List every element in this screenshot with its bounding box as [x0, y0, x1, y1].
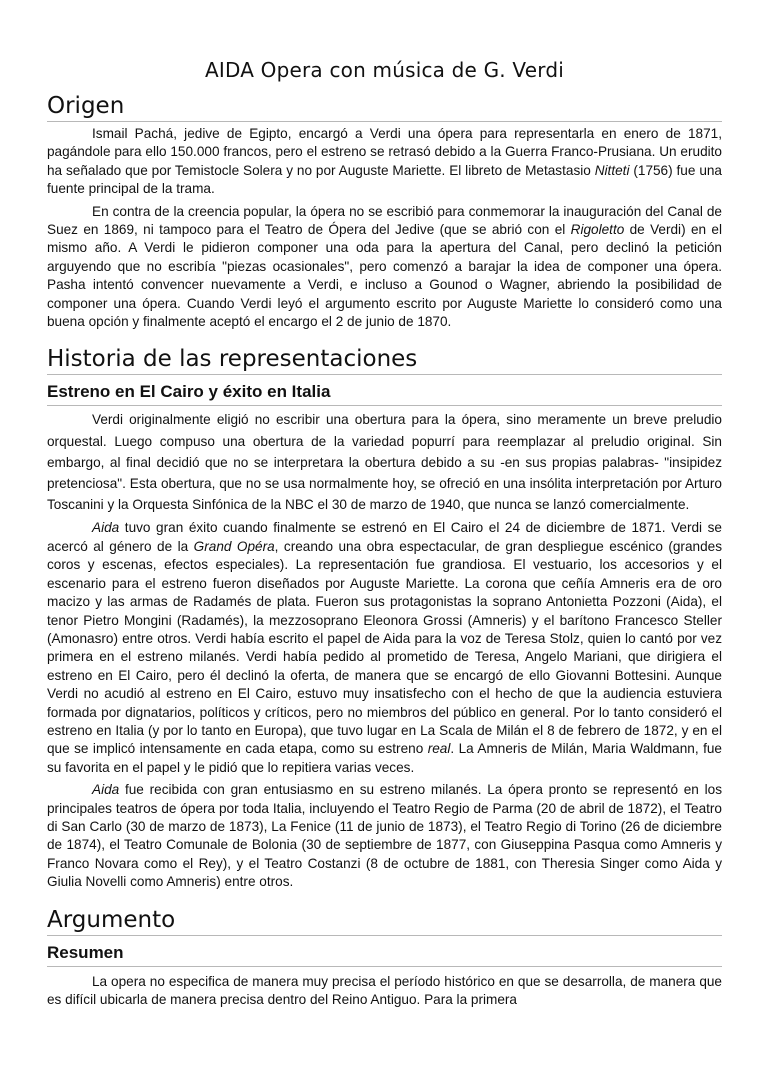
historia-paragraph-1: Verdi originalmente eligió no escribir una obertura para la ópera, sino meramente un breve preludio orquestal. Luego compuso una obertura de la variedad popurrí para reemplazar al preludio original. Sin embargo, al final decidió que no se interpretara la obertura debido a su -en sus propias palabras- "insipidez pretenciosa". Esta obertura, que no se usa normalmente hoy, se ofreció en una insólita interpretación por Arturo Toscanini y la Orquesta Sinfónica de la NBC el 30 de marzo de 1940, que nunca se lanzó comercialmente. [47, 412, 722, 513]
document-page [47, 58, 722, 1009]
origen-paragraph-1: Ismail Pachá, jedive de Egipto, encargó a Verdi una ópera para representarla en enero de 1871, pagándole para ello 150.000 francos, pero el estreno se retrasó debido a la Guerra Franco-Prusiana. Un erudito ha señalado que por Temistocle Solera y no por Auguste Mariette. El libreto de Metastasio Nitteti (1756) fue una fuente principal de la trama. [47, 126, 722, 197]
origen-paragraph-2: En contra de la creencia popular, la ópera no se escribió para conmemorar la inauguración del Canal de Suez en 1869, ni tampoco para el Teatro de Ópera del Jedive (que se abrió con el Rigoletto de Verdi) en el mismo año. A Verdi le pidieron componer una oda para la apertura del Canal, pero declinó la petición arguyendo que no escribía "piezas ocasionales", pero comenzó a barajar la idea de componer una ópera. Pasha intentó convencer nuevamente a Verdi, e incluso a Gounod o Wagner, abriendo la posibilidad de componer una ópera. Cuando Verdi leyó el argumento escrito por Auguste Mariette lo consideró como una buena opción y finalmente aceptó el encargo el 2 de junio de 1870. [47, 203, 722, 330]
subheading-resumen: Resumen [47, 942, 722, 967]
historia-paragraph-2: Aida tuvo gran éxito cuando finalmente se estrenó en El Cairo el 24 de diciembre de 1871. Verdi se acercó al género de la Grand Opéra, creando una obra espectacular, de gran despliegue escénico (grandes coros y escenas, efectos especiales). La representación fue grandiosa. El vestuario, los accesorios y el escenario para el estreno fueron diseñados por Auguste Mariette. La corona que ceñía Amneris era de oro macizo y las armas de Radamés de plata. Fueron sus protagonistas la soprano Antonietta Pozzoni (Aida), el tenor Pietro Mongini (Radamés), la mezzosoprano Eleonora Grossi (Amneris) y el barítono Francesco Steller (Amonasro) entre otros. Verdi había escrito el papel de Aida para la voz de Teresa Stolz, quien lo cantó por vez primera en el estreno milanés. Verdi había pedido al prometido de Teresa, Angelo Mariani, que dirigiera el estreno en El Cairo, pero él declinó la oferta, de manera que se encargó de ello Giovanni Bottesini. Aunque Verdi no acudió al estreno en El Cairo, estuvo muy insatisfecho con el hecho de que la audiencia estuviera formada por dignatarios, políticos y críticos, pero no miembros del público en general. Por lo tanto consideró el estreno en Italia (y por lo tanto en Europa), que tuvo lugar en La Scala de Milán el 8 de febrero de 1872, y en el que se implicó intensamente en cada etapa, como su estreno real. La Amneris de Milán, Maria Waldmann, fue su favorita en el papel y le pidió que lo repitiera varias veces. [47, 520, 722, 775]
document-title: AIDA Opera con música de G. Verdi [205, 58, 564, 82]
subheading-estreno: Estreno en El Cairo y éxito en Italia [47, 381, 722, 406]
heading-origen: Origen [47, 92, 722, 122]
heading-historia: Historia de las representaciones [47, 345, 722, 375]
historia-paragraph-3: Aida fue recibida con gran entusiasmo en su estreno milanés. La ópera pronto se representó en los principales teatros de ópera por toda Italia, incluyendo el Teatro Regio de Parma (20 de abril de 1872), el Teatro di San Carlo (30 de marzo de 1873), La Fenice (11 de junio de 1873), el Teatro Regio di Torino (26 de diciembre de 1874), el Teatro Comunale de Bolonia (30 de septiembre de 1877, con Giuseppina Pasqua como Amneris y Franco Novara como el Rey), y el Teatro Costanzi (8 de octubre de 1881, con Theresia Singer como Aida y Giulia Novelli como Amneris) entre otros. [47, 782, 722, 890]
argumento-paragraph-1: La opera no especifica de manera muy precisa el período histórico en que se desarrolla, de manera que es difícil ubicarla de manera precisa dentro del Reino Antiguo. Para la primera [47, 973, 722, 1008]
heading-argumento: Argumento [47, 906, 722, 936]
